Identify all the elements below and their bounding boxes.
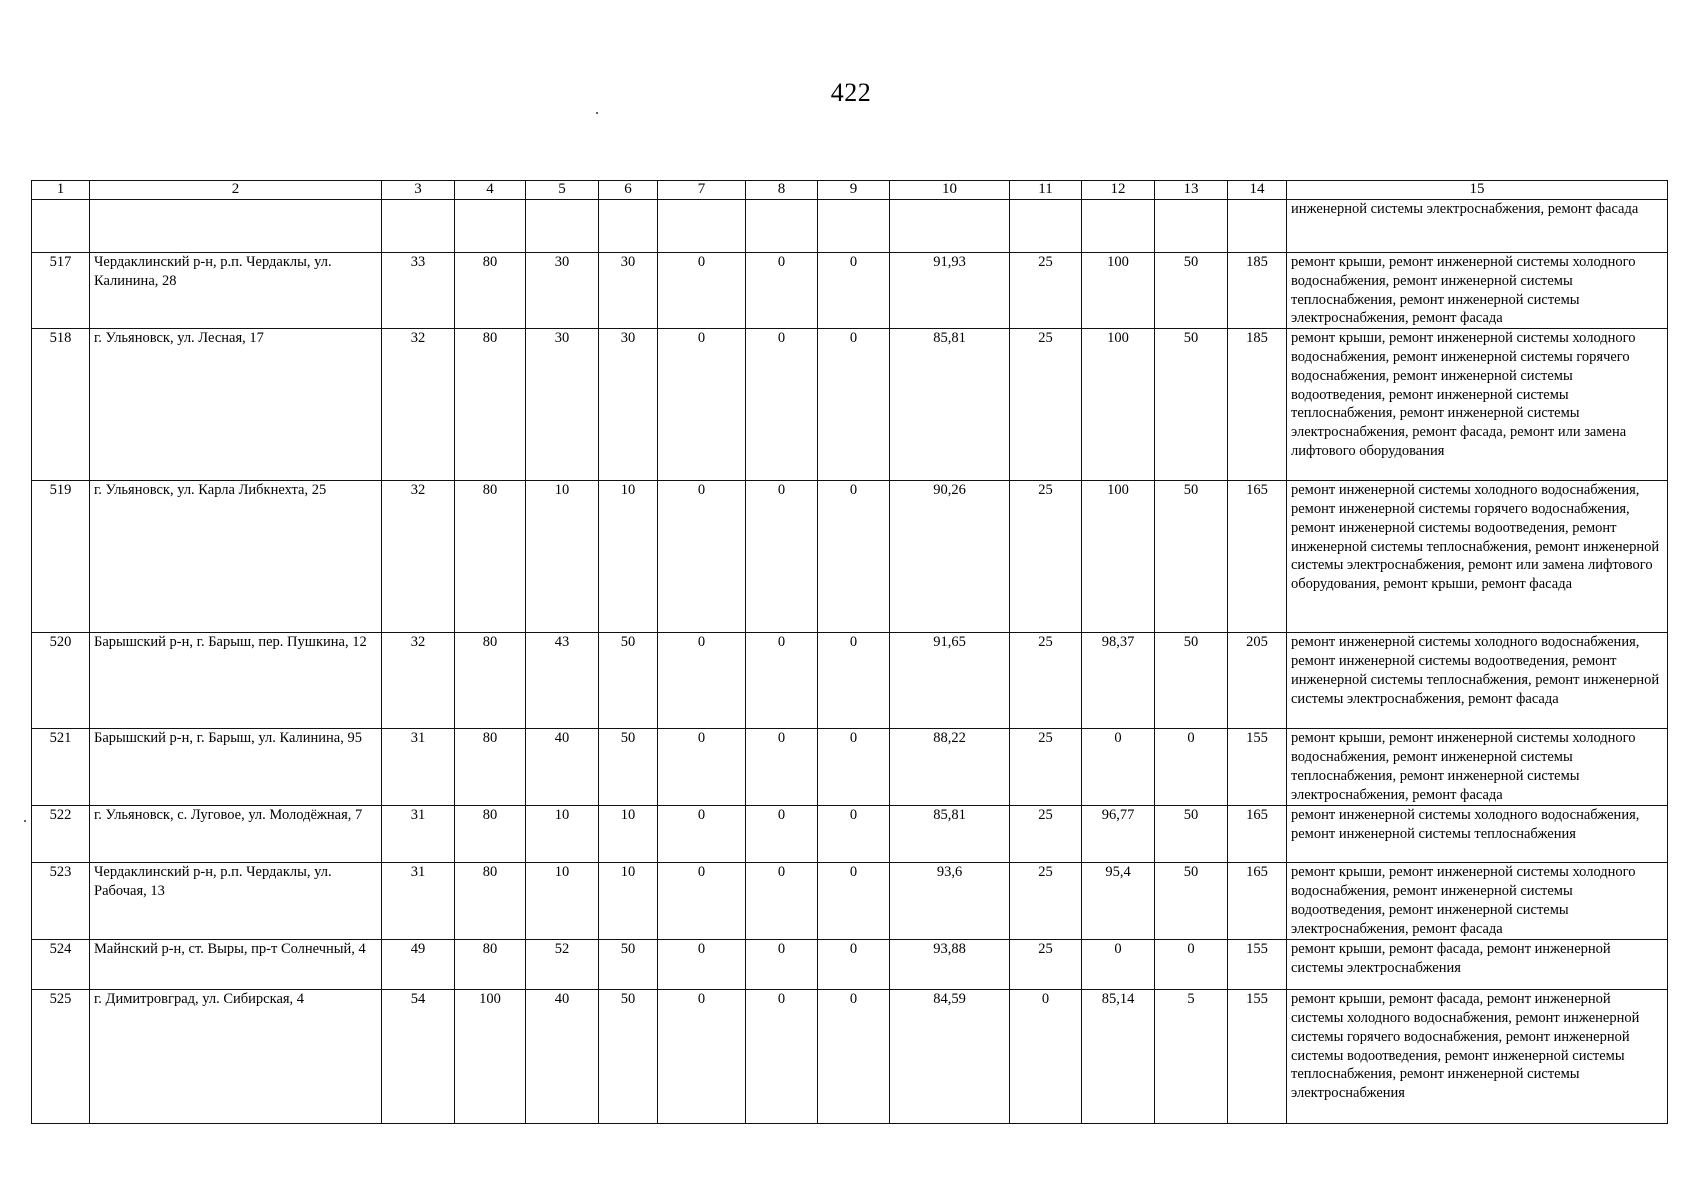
work-description: ремонт крыши, ремонт фасада, ремонт инженерной системы холодного водоснабжения, ремонт инженерной системы горячего водоснабжения, ремонт инженерной системы водоотведения, ремонт инженерной системы теплоснабжения, ремонт инженерной системы электроснабжения bbox=[1287, 990, 1668, 1124]
value-cell: 40 bbox=[526, 990, 599, 1124]
address-cell: Чердаклинский р-н, р.п. Чердаклы, ул. Калинина, 28 bbox=[90, 253, 382, 329]
value-cell: 31 bbox=[382, 729, 455, 806]
work-description: инженерной системы электроснабжения, ремонт фасада bbox=[1287, 200, 1668, 253]
value-cell: 0 bbox=[818, 940, 890, 990]
value-cell: 0 bbox=[818, 329, 890, 481]
value-cell: 25 bbox=[1010, 253, 1082, 329]
value-cell: 80 bbox=[455, 481, 526, 633]
col-header: 2 bbox=[90, 181, 382, 200]
value-cell: 100 bbox=[455, 990, 526, 1124]
value-cell: 0 bbox=[658, 329, 746, 481]
value-cell: 0 bbox=[1155, 729, 1228, 806]
value-cell: 0 bbox=[746, 481, 818, 633]
value-cell: 25 bbox=[1010, 940, 1082, 990]
value-cell: 50 bbox=[1155, 806, 1228, 863]
value-cell: 0 bbox=[818, 806, 890, 863]
value-cell: 32 bbox=[382, 481, 455, 633]
value-cell: 0 bbox=[658, 633, 746, 729]
value-cell: 0 bbox=[818, 990, 890, 1124]
row-number: 524 bbox=[32, 940, 90, 990]
value-cell: 10 bbox=[599, 806, 658, 863]
address-cell: г. Димитровград, ул. Сибирская, 4 bbox=[90, 990, 382, 1124]
value-cell: 95,4 bbox=[1082, 863, 1155, 940]
value-cell: 155 bbox=[1228, 729, 1287, 806]
value-cell: 165 bbox=[1228, 863, 1287, 940]
value-cell: 0 bbox=[818, 863, 890, 940]
work-description: ремонт крыши, ремонт инженерной системы холодного водоснабжения, ремонт инженерной системы теплоснабжения, ремонт инженерной системы электроснабжения, ремонт фасада bbox=[1287, 729, 1668, 806]
value-cell: 52 bbox=[526, 940, 599, 990]
value-cell: 90,26 bbox=[890, 481, 1010, 633]
address-cell: Барышский р-н, г. Барыш, ул. Калинина, 95 bbox=[90, 729, 382, 806]
table-row bbox=[32, 990, 1668, 1124]
scan-speck bbox=[24, 820, 26, 822]
value-cell: 43 bbox=[526, 633, 599, 729]
value-cell: 93,88 bbox=[890, 940, 1010, 990]
value-cell: 0 bbox=[658, 481, 746, 633]
value-cell: 0 bbox=[658, 863, 746, 940]
value-cell: 30 bbox=[526, 329, 599, 481]
table-row bbox=[32, 329, 1668, 481]
value-cell: 0 bbox=[658, 729, 746, 806]
table-row bbox=[32, 253, 1668, 329]
row-number: 518 bbox=[32, 329, 90, 481]
value-cell: 0 bbox=[746, 729, 818, 806]
value-cell: 80 bbox=[455, 253, 526, 329]
work-description: ремонт крыши, ремонт инженерной системы холодного водоснабжения, ремонт инженерной системы горячего водоснабжения, ремонт инженерной системы водоотведения, ремонт инженерной системы теплоснабжения, ремонт инженерной системы электроснабжения, ремонт фасада, ремонт или замена лифтового оборудования bbox=[1287, 329, 1668, 481]
value-cell: 0 bbox=[658, 253, 746, 329]
value-cell: 50 bbox=[599, 729, 658, 806]
row-number: 522 bbox=[32, 806, 90, 863]
value-cell: 185 bbox=[1228, 329, 1287, 481]
value-cell: 85,14 bbox=[1082, 990, 1155, 1124]
row-number: 517 bbox=[32, 253, 90, 329]
value-cell: 0 bbox=[746, 863, 818, 940]
value-cell: 0 bbox=[818, 633, 890, 729]
value-cell: 25 bbox=[1010, 633, 1082, 729]
col-header: 5 bbox=[526, 181, 599, 200]
value-cell: 100 bbox=[1082, 481, 1155, 633]
address-cell: Чердаклинский р-н, р.п. Чердаклы, ул. Рабочая, 13 bbox=[90, 863, 382, 940]
row-number: 523 bbox=[32, 863, 90, 940]
value-cell: 10 bbox=[599, 481, 658, 633]
address-cell: Барышский р-н, г. Барыш, пер. Пушкина, 12 bbox=[90, 633, 382, 729]
value-cell: 40 bbox=[526, 729, 599, 806]
value-cell: 0 bbox=[818, 729, 890, 806]
value-cell: 32 bbox=[382, 633, 455, 729]
page-number: 422 bbox=[830, 78, 872, 107]
value-cell: 0 bbox=[1010, 990, 1082, 1124]
column-number-header-row bbox=[32, 181, 1668, 200]
value-cell: 80 bbox=[455, 729, 526, 806]
value-cell: 31 bbox=[382, 806, 455, 863]
value-cell: 5 bbox=[1155, 990, 1228, 1124]
value-cell: 93,6 bbox=[890, 863, 1010, 940]
value-cell: 85,81 bbox=[890, 806, 1010, 863]
table-row bbox=[32, 806, 1668, 863]
address-cell: г. Ульяновск, с. Луговое, ул. Молодёжная, 7 bbox=[90, 806, 382, 863]
value-cell: 165 bbox=[1228, 481, 1287, 633]
col-header: 15 bbox=[1287, 181, 1668, 200]
value-cell: 80 bbox=[455, 806, 526, 863]
work-description: ремонт крыши, ремонт инженерной системы холодного водоснабжения, ремонт инженерной системы водоотведения, ремонт инженерной системы электроснабжения, ремонт фасада bbox=[1287, 863, 1668, 940]
value-cell: 88,22 bbox=[890, 729, 1010, 806]
col-header: 4 bbox=[455, 181, 526, 200]
value-cell: 54 bbox=[382, 990, 455, 1124]
value-cell: 10 bbox=[526, 481, 599, 633]
value-cell: 25 bbox=[1010, 863, 1082, 940]
col-header: 10 bbox=[890, 181, 1010, 200]
value-cell: 10 bbox=[599, 863, 658, 940]
table-row bbox=[32, 863, 1668, 940]
value-cell: 0 bbox=[746, 940, 818, 990]
row-number: 520 bbox=[32, 633, 90, 729]
value-cell: 80 bbox=[455, 329, 526, 481]
value-cell: 33 bbox=[382, 253, 455, 329]
value-cell: 165 bbox=[1228, 806, 1287, 863]
value-cell: 98,37 bbox=[1082, 633, 1155, 729]
value-cell: 30 bbox=[526, 253, 599, 329]
value-cell: 0 bbox=[658, 940, 746, 990]
value-cell: 25 bbox=[1010, 481, 1082, 633]
col-header: 9 bbox=[818, 181, 890, 200]
value-cell: 50 bbox=[1155, 863, 1228, 940]
value-cell: 0 bbox=[658, 806, 746, 863]
value-cell: 0 bbox=[746, 990, 818, 1124]
value-cell: 32 bbox=[382, 329, 455, 481]
value-cell: 100 bbox=[1082, 329, 1155, 481]
work-description: ремонт инженерной системы холодного водоснабжения, ремонт инженерной системы водоотведения, ремонт инженерной системы теплоснабжения, ремонт инженерной системы электроснабжения, ремонт фасада bbox=[1287, 633, 1668, 729]
value-cell: 10 bbox=[526, 806, 599, 863]
value-cell: 25 bbox=[1010, 329, 1082, 481]
value-cell: 155 bbox=[1228, 940, 1287, 990]
scan-speck bbox=[596, 112, 598, 114]
value-cell: 0 bbox=[1082, 729, 1155, 806]
value-cell: 0 bbox=[746, 806, 818, 863]
table-row bbox=[32, 633, 1668, 729]
col-header: 11 bbox=[1010, 181, 1082, 200]
value-cell: 0 bbox=[746, 633, 818, 729]
value-cell: 0 bbox=[1082, 940, 1155, 990]
value-cell: 100 bbox=[1082, 253, 1155, 329]
value-cell: 0 bbox=[1155, 940, 1228, 990]
value-cell: 0 bbox=[746, 329, 818, 481]
value-cell: 50 bbox=[1155, 633, 1228, 729]
value-cell: 25 bbox=[1010, 806, 1082, 863]
value-cell: 50 bbox=[599, 990, 658, 1124]
address-cell: г. Ульяновск, ул. Карла Либкнехта, 25 bbox=[90, 481, 382, 633]
value-cell: 30 bbox=[599, 329, 658, 481]
value-cell: 80 bbox=[455, 863, 526, 940]
value-cell: 0 bbox=[746, 253, 818, 329]
value-cell: 0 bbox=[658, 990, 746, 1124]
value-cell: 25 bbox=[1010, 729, 1082, 806]
value-cell: 0 bbox=[818, 481, 890, 633]
col-header: 6 bbox=[599, 181, 658, 200]
value-cell: 50 bbox=[599, 940, 658, 990]
value-cell: 91,93 bbox=[890, 253, 1010, 329]
row-number: 521 bbox=[32, 729, 90, 806]
value-cell: 85,81 bbox=[890, 329, 1010, 481]
value-cell: 10 bbox=[526, 863, 599, 940]
row-number: 525 bbox=[32, 990, 90, 1124]
value-cell: 50 bbox=[1155, 329, 1228, 481]
col-header: 14 bbox=[1228, 181, 1287, 200]
value-cell: 31 bbox=[382, 863, 455, 940]
row-number: 519 bbox=[32, 481, 90, 633]
address-cell: Майнский р-н, ст. Выры, пр-т Солнечный, 4 bbox=[90, 940, 382, 990]
repair-register-table bbox=[31, 180, 1668, 1124]
col-header: 12 bbox=[1082, 181, 1155, 200]
value-cell: 96,77 bbox=[1082, 806, 1155, 863]
work-description: ремонт инженерной системы холодного водоснабжения, ремонт инженерной системы теплоснабжения bbox=[1287, 806, 1668, 863]
table-row bbox=[32, 940, 1668, 990]
work-description: ремонт инженерной системы холодного водоснабжения, ремонт инженерной системы горячего водоснабжения, ремонт инженерной системы водоотведения, ремонт инженерной системы теплоснабжения, ремонт инженерной системы электроснабжения, ремонт или замена лифтового оборудования, ремонт крыши, ремонт фасада bbox=[1287, 481, 1668, 633]
value-cell: 80 bbox=[455, 940, 526, 990]
col-header: 3 bbox=[382, 181, 455, 200]
col-header: 8 bbox=[746, 181, 818, 200]
col-header: 7 bbox=[658, 181, 746, 200]
value-cell: 50 bbox=[1155, 253, 1228, 329]
value-cell: 205 bbox=[1228, 633, 1287, 729]
value-cell: 91,65 bbox=[890, 633, 1010, 729]
address-cell: г. Ульяновск, ул. Лесная, 17 bbox=[90, 329, 382, 481]
work-description: ремонт крыши, ремонт фасада, ремонт инженерной системы электроснабжения bbox=[1287, 940, 1668, 990]
value-cell: 49 bbox=[382, 940, 455, 990]
continuation-row bbox=[32, 200, 1668, 253]
value-cell: 185 bbox=[1228, 253, 1287, 329]
value-cell: 30 bbox=[599, 253, 658, 329]
value-cell: 50 bbox=[1155, 481, 1228, 633]
table-row bbox=[32, 481, 1668, 633]
table-row bbox=[32, 729, 1668, 806]
value-cell: 80 bbox=[455, 633, 526, 729]
work-description: ремонт крыши, ремонт инженерной системы холодного водоснабжения, ремонт инженерной системы теплоснабжения, ремонт инженерной системы электроснабжения, ремонт фасада bbox=[1287, 253, 1668, 329]
col-header: 13 bbox=[1155, 181, 1228, 200]
value-cell: 50 bbox=[599, 633, 658, 729]
col-header: 1 bbox=[32, 181, 90, 200]
value-cell: 155 bbox=[1228, 990, 1287, 1124]
value-cell: 0 bbox=[818, 253, 890, 329]
value-cell: 84,59 bbox=[890, 990, 1010, 1124]
